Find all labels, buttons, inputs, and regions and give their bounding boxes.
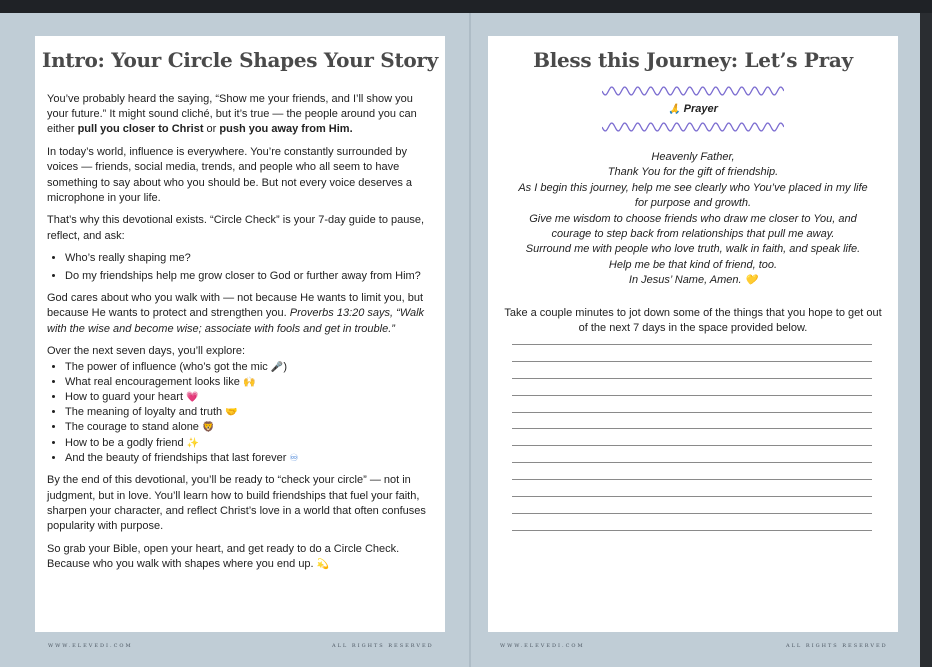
prayer-line: In Jesus’ Name, Amen. 💛 (628, 274, 758, 287)
prayer-line: Give me wisdom to choose friends who draw me closer to You, and (529, 212, 857, 225)
list-item: • Do my friendships help me grow closer to God or further away from Him? (65, 269, 435, 284)
writing-line[interactable] (512, 344, 872, 345)
intro-paragraph-1: You’ve probably heard the saying, “Show me your friends, and I’ll show you your future.” It might sound cliché, but it’s true — the people around you can either pull you closer to Christ or push you away from Him. (47, 93, 417, 136)
raised-hands-icon: 🙌 (242, 376, 256, 388)
page-edge (920, 13, 932, 667)
footer-website: WWW.ELEVEDI.COM (500, 643, 585, 649)
lion-icon: 🦁 (201, 422, 215, 434)
list-item: • The power of influence (who’s got the mic 🎤) (65, 360, 435, 375)
intro-paragraph-3: That’s why this devotional exists. “Circle Check” is your 7-day guide to pause, reflect, and ask: (47, 214, 425, 242)
list-item: • Who’s really shaping me? (65, 251, 435, 266)
intro-paragraph-6: By the end of this devotional, you’ll be ready to “check your circle” — not in judgment, but in love. You’ll learn how to build friendships that fuel your faith, sharpen your character, and reflect Christ’s love in a world that often confuses popularity with purpose. (47, 474, 426, 533)
footer-website: WWW.ELEVEDI.COM (48, 643, 133, 649)
list-item: • What real encouragement looks like 🙌 (65, 375, 435, 390)
prayer-line: As I begin this journey, help me see clearly who You’ve placed in my life (518, 181, 868, 194)
intro-paragraph-5: Over the next seven days, you’ll explore: (47, 345, 246, 358)
prayer-line: Thank You for the gift of friendship. (607, 166, 779, 179)
wave-divider-bottom (602, 122, 784, 132)
page-title: Bless this Journey: Let’s Pray (533, 48, 853, 72)
sparkles-icon: ✨ (186, 437, 200, 449)
writing-line[interactable] (512, 479, 872, 480)
prayer-heading: 🙏 Prayer (668, 103, 718, 115)
writing-line[interactable] (512, 395, 872, 396)
writing-line[interactable] (512, 513, 872, 514)
infinity-icon: ♾ (289, 452, 299, 464)
prayer-line: Help me be that kind of friend, too. (608, 258, 778, 271)
writing-line[interactable] (512, 412, 872, 413)
prayer-line: Heavenly Father, (651, 151, 735, 163)
heart-icon: 💗 (186, 391, 199, 403)
list-item: • And the beauty of friendships that last forever ♾ (65, 451, 435, 466)
right-page (488, 36, 898, 632)
topic-list (47, 360, 435, 466)
prayer-line: for purpose and growth. (634, 197, 752, 210)
writing-line[interactable] (512, 361, 872, 362)
intro-paragraph-7: So grab your Bible, open your heart, and get ready to do a Circle Check. Because who you walk with shapes where you end up. 💫 (47, 542, 400, 570)
prayer-text (498, 150, 888, 289)
prayer-line: courage to step back from relationships that pull me away. (551, 228, 835, 241)
page-title: Intro: Your Circle Shapes Your Story (42, 48, 438, 72)
writing-line[interactable] (512, 445, 872, 446)
intro-body (47, 92, 435, 580)
intro-paragraph-2: In today’s world, influence is everywhere. You’re constantly surrounded by voices — friends, social media, trends, and people who all seem to have something to say about who you should be. But not every voice deserves a microphone in your life. (47, 146, 413, 204)
writing-line[interactable] (512, 428, 872, 429)
question-list (47, 251, 435, 283)
writing-line[interactable] (512, 462, 872, 463)
wave-divider-top (602, 86, 784, 96)
viewer-toolbar (0, 0, 932, 13)
footer-rights: ALL RIGHTS RESERVED (332, 643, 434, 649)
list-item: • How to guard your heart 💗 (65, 390, 435, 405)
book-gutter (469, 13, 471, 667)
journal-instruction: Take a couple minutes to jot down some of the things that you hope to get out of the next 7 days in the space provided below. (504, 307, 882, 334)
writing-line[interactable] (512, 530, 872, 531)
dizzy-star-icon: 💫 (316, 558, 330, 570)
handshake-icon: 🤝 (225, 407, 238, 419)
prayer-line: Surround me with people who love truth, walk in faith, and speak life. (525, 243, 861, 256)
microphone-icon: 🎤 (270, 361, 284, 373)
yellow-heart-icon: 💛 (744, 275, 758, 287)
list-item: • The courage to stand alone 🦁 (65, 420, 435, 435)
left-page (35, 36, 445, 632)
footer-rights: ALL RIGHTS RESERVED (786, 643, 888, 649)
praying-hands-icon: 🙏 (668, 104, 681, 115)
writing-line[interactable] (512, 378, 872, 379)
list-item: • The meaning of loyalty and truth 🤝 (65, 405, 435, 420)
list-item: • How to be a godly friend ✨ (65, 436, 435, 451)
writing-line[interactable] (512, 496, 872, 497)
journal-lines[interactable] (512, 344, 872, 547)
book-spread (0, 13, 932, 667)
intro-paragraph-4: God cares about who you walk with — not because He wants to limit you, but because He wants to protect and strengthen you. Proverbs 13:20 says, “Walk with the wise and become wise; associate with fools and get in trouble.” (47, 292, 425, 335)
